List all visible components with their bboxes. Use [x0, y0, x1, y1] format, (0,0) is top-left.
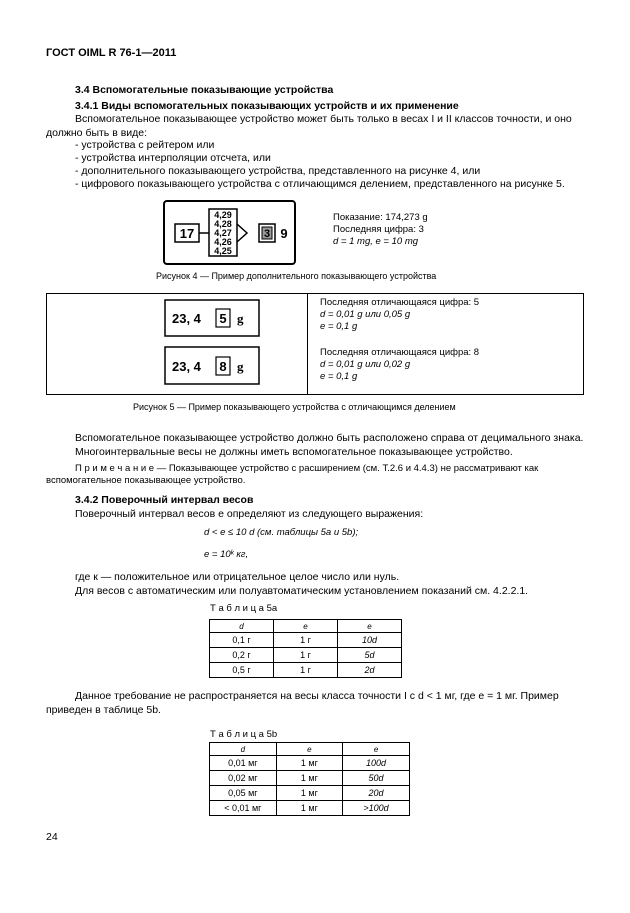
display-2-prefix: 23, 4 — [172, 359, 201, 374]
table-cell: 0,5 г — [210, 663, 274, 678]
fig5-info1-line: d = 0,01 g или 0,05 g — [320, 309, 411, 320]
paragraph-2-line1: Вспомогательное показывающее устройство должно быть расположено справа от децимального знака. — [75, 432, 584, 444]
display-2-unit: g — [237, 359, 244, 374]
table-cell: 0,05 мг — [210, 786, 277, 801]
paragraph-5: Для весов с автоматическим или полуавтоматическим установлением показаний см. 4.2.2.1. — [75, 585, 529, 597]
table-cell: 1 мг — [276, 771, 342, 786]
table-cell: 0,1 г — [210, 633, 274, 648]
note-label: П р и м е ч а н и е — [75, 463, 155, 474]
table-cell: 2d — [337, 663, 401, 678]
table-cell: 1 мг — [276, 756, 342, 771]
table-cell: 0,02 мг — [210, 771, 277, 786]
table-header: d — [210, 743, 277, 756]
scale-mark: 4,28 — [214, 219, 232, 229]
table-row — [210, 633, 402, 648]
table-cell: < 0,01 мг — [210, 801, 277, 816]
table-row — [210, 663, 402, 678]
table-cell: 100d — [343, 756, 410, 771]
auxiliary-indicating-device-figure — [163, 200, 296, 265]
subsection-title-1: 3.4.1 Виды вспомогательных показывающих устройств и их применение — [75, 100, 459, 112]
fig4-left-digits: 17 — [179, 226, 195, 241]
fig5-info2-line: d = 0,01 g или 0,02 g — [320, 359, 411, 370]
figure-5-caption: Рисунок 5 — Пример показывающего устройства с отличающимся делением — [133, 402, 456, 412]
scale-mark: 4,25 — [214, 246, 232, 256]
fig4-intervals: d = 1 mg, e = 10 mg — [333, 236, 419, 247]
display-2 — [164, 346, 260, 385]
fig4-last-digit: Последняя цифра: 3 — [333, 224, 424, 235]
display-1-digit: 5 — [219, 311, 227, 326]
fig5-info1-line: e = 0,1 g — [320, 321, 358, 332]
page-number: 24 — [46, 831, 58, 843]
fig5-info2-line: e = 0,1 g — [320, 371, 358, 382]
scale-mark: 4,29 — [214, 210, 232, 220]
table-cell: >100d — [343, 801, 410, 816]
table-row — [210, 648, 402, 663]
display-1-prefix: 23, 4 — [172, 311, 201, 326]
display-1-unit: g — [237, 311, 244, 326]
fig5-info1-line: Последняя отличающаяся цифра: 5 — [320, 297, 480, 308]
paragraph-3: Поверочный интервал весов e определяют из следующего выражения: — [75, 508, 424, 520]
figure-4-caption: Рисунок 4 — Пример дополнительного показывающего устройства — [156, 271, 437, 281]
table-row — [210, 771, 410, 786]
table-cell: 20d — [343, 786, 410, 801]
table-5a-title: Т а б л и ц а 5а — [210, 603, 278, 614]
table-5a — [209, 619, 402, 678]
display-1 — [164, 299, 260, 337]
table-header: e — [343, 743, 410, 756]
fig4-reading: Показание: 174,273 g — [333, 212, 428, 223]
display-2-digit: 8 — [219, 359, 227, 374]
bullet-item: - цифрового показывающего устройства с отличающимся делением, представленного на рисунке 5. — [75, 178, 565, 190]
table-cell: 50d — [343, 771, 410, 786]
table-row — [210, 756, 410, 771]
fig4-tail-digit: 9 — [280, 226, 288, 241]
table-header: d — [210, 620, 274, 633]
subsection-title-2: 3.4.2 Поверочный интервал весов — [75, 494, 254, 506]
table-cell: 1 г — [274, 633, 338, 648]
table-header: e — [276, 743, 342, 756]
paragraph-1-line1: Вспомогательное показывающее устройство может быть только в весах I и II классов точности, и оно — [75, 113, 572, 125]
table-header: e — [274, 620, 338, 633]
table-header: e — [337, 620, 401, 633]
figure-5-frame — [46, 293, 584, 395]
formula-2: e = 10ᵏ кг, — [204, 549, 249, 560]
paragraph-2-line2: Многоинтервальные весы не должны иметь вспомогательное показывающее устройство. — [75, 446, 513, 458]
bullet-item: - устройства интерполяции отсчета, или — [75, 152, 271, 164]
document-header: ГОСТ OIML R 76-1—2011 — [46, 47, 177, 59]
note — [75, 463, 538, 475]
note-text: — Показывающее устройство с расширением (см. Т.2.6 и 4.4.3) не рассматривают как — [154, 463, 539, 474]
scale-mark: 4,26 — [214, 237, 232, 247]
paragraph-4: где к — положительное или отрицательное целое число или нуль. — [75, 571, 400, 583]
bullet-item: - дополнительного показывающего устройства, представленного на рисунке 4, или — [75, 165, 481, 177]
table-row — [210, 786, 410, 801]
table-cell: 10d — [337, 633, 401, 648]
section-title: 3.4 Вспомогательные показывающие устройства — [75, 84, 334, 96]
table-cell: 1 г — [274, 663, 338, 678]
fig5-info2-line: Последняя отличающаяся цифра: 8 — [320, 347, 480, 358]
table-cell: 1 г — [274, 648, 338, 663]
scale-mark: 4,27 — [214, 228, 232, 238]
bullet-item: - устройства с рейтером или — [75, 139, 215, 151]
paragraph-6-line1: Данное требование не распространяется на весы класса точности I с d < 1 мг, где e = 1 мг. Пример — [75, 690, 559, 702]
paragraph-6-line2: приведен в таблице 5b. — [46, 704, 161, 716]
table-cell: 1 мг — [276, 801, 342, 816]
table-5b — [209, 742, 410, 816]
table-cell: 0,2 г — [210, 648, 274, 663]
table-cell: 1 мг — [276, 786, 342, 801]
note-line2: вспомогательное показывающее устройство. — [46, 475, 246, 486]
formula-1: d < e ≤ 10 d (см. таблицы 5а и 5b); — [204, 527, 359, 538]
table-5b-title: Т а б л и ц а 5b — [210, 729, 278, 740]
figure-5-divider — [307, 293, 308, 394]
paragraph-1-line2: должно быть в виде: — [46, 127, 148, 139]
table-cell: 5d — [337, 648, 401, 663]
fig4-box-digit: 3 — [263, 228, 271, 240]
table-row — [210, 801, 410, 816]
table-cell: 0,01 мг — [210, 756, 277, 771]
